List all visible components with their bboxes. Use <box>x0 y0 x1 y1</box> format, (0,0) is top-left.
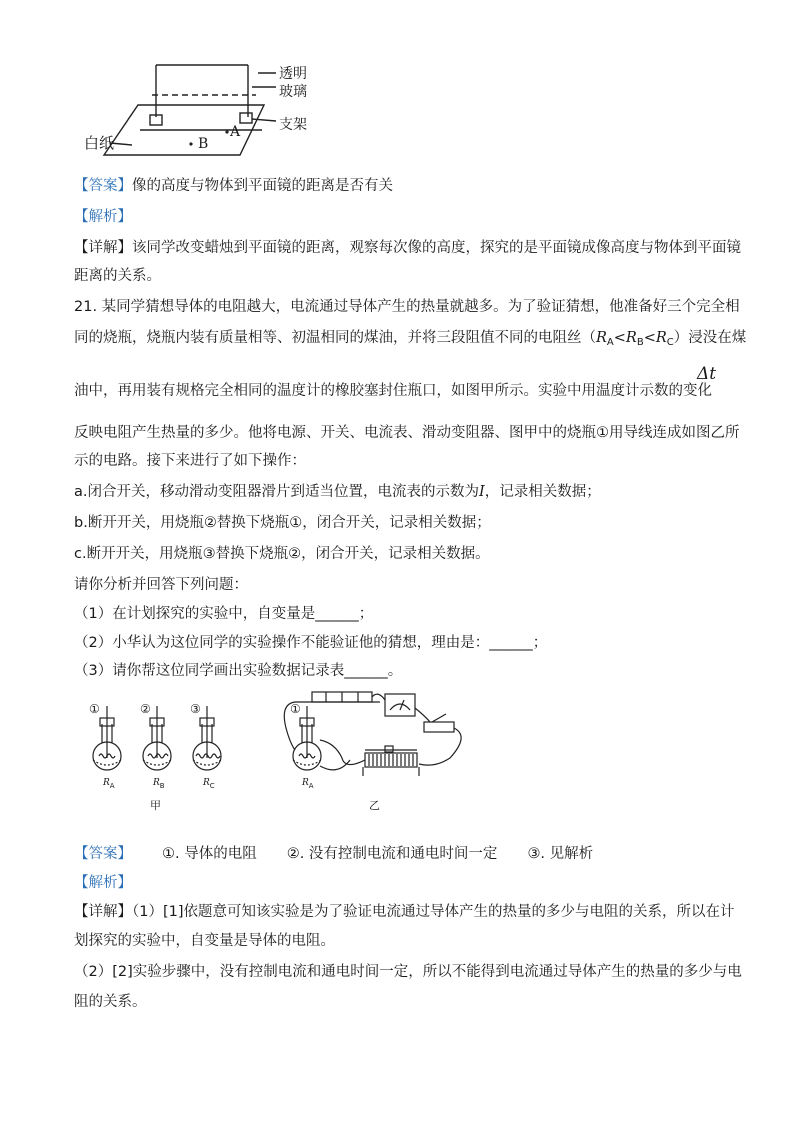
answer21-a1: ①. 导体的电阻 <box>162 846 257 862</box>
rb-label: $R_B$ <box>153 778 165 790</box>
q20-answer <box>74 176 393 196</box>
ra-circuit-label: $R_A$ <box>302 778 314 790</box>
q21-question3: （3）请你帮这位同学画出实验数据记录表______。 <box>74 663 403 679</box>
q21-step-b: b.断开开关，用烧瓶②替换下烧瓶①，闭合开关，记录相关数据； <box>74 515 491 531</box>
q20-detail <box>74 238 741 258</box>
answer21-a2: ②. 没有控制电流和通电时间一定 <box>286 846 498 862</box>
flask-circuit-label: ① <box>290 702 301 716</box>
flask2-label: ② <box>140 702 151 716</box>
label-transparent: 透明 <box>279 66 307 82</box>
q21-analysis-tag: 【解析】 <box>74 875 132 891</box>
q21-detail1-line2: 划探究的实验中，自变量是导体的电阻。 <box>74 933 335 949</box>
q21-line5: 示的电路。接下来进行了如下操作： <box>74 453 306 469</box>
caption-yi: 乙 <box>369 799 380 812</box>
q21-prompt: 请你分析并回答下列问题： <box>74 577 248 593</box>
detail-line1: 该同学改变蜡烛到平面镜的距离，观察每次像的高度，探究的是平面镜成像高度与物体到平面镜 <box>132 240 741 256</box>
q21-step-c: c.断开开关，用烧瓶③替换下烧瓶②，闭合开关，记录相关数据。 <box>74 546 490 562</box>
q21-line3: 油中，再用装有规格完全相同的温度计的橡胶塞封住瓶口，如图甲所示。实验中用温度计示数的变化 <box>74 383 712 399</box>
label-glass: 玻璃 <box>279 84 307 100</box>
step-a-var: I <box>479 484 485 500</box>
ra-label: $R_A$ <box>103 778 115 790</box>
q21-detail1 <box>74 902 735 922</box>
q21-detail2-line2: 阻的关系。 <box>74 994 147 1010</box>
answer-tag: 【答案】 <box>74 178 132 194</box>
label-stand: 支架 <box>279 117 307 133</box>
q20-analysis-tag: 【解析】 <box>74 209 132 225</box>
q21-answer <box>74 844 623 864</box>
delta-t: Δt <box>697 364 717 384</box>
answer-text: 像的高度与物体到平面镜的距离是否有关 <box>132 178 393 194</box>
answer21-a3: ③. 见解析 <box>527 846 594 862</box>
step-a-pre: a.闭合开关，移动滑动变阻器滑片到适当位置，电流表的示数为 <box>74 484 479 500</box>
detail-tag: 【详解】 <box>74 240 132 256</box>
flask3-label: ③ <box>190 702 201 716</box>
rc-label: $R_C$ <box>203 778 215 790</box>
flask1-label: ① <box>89 702 100 716</box>
caption-jia: 甲 <box>150 799 161 812</box>
q21-detail2-line1: （2）[2]实验步骤中，没有控制电流和通电时间一定，所以不能得到电流通过导体产生的热量的多少与电 <box>74 964 742 980</box>
answer21-tag: 【答案】 <box>74 846 132 862</box>
label-point-b: B <box>198 136 209 152</box>
q21-question1: （1）在计划探究的实验中，自变量是______； <box>74 606 374 622</box>
q21-question2: （2）小华认为这位同学的实验操作不能验证他的猜想，理由是：______； <box>74 635 548 651</box>
q21-detail-tag: 【详解】 <box>74 904 132 920</box>
q21-line2: 同的烧瓶，烧瓶内装有质量相等、初温相同的煤油，并将三段阻值不同的电阻丝$(R_A<R_B<R_C)$浸没在煤 <box>74 330 747 348</box>
q21-step-a <box>74 482 601 502</box>
step-a-post: ，记录相关数据； <box>484 484 601 500</box>
q21-line2-post: ）浸没在煤 <box>673 330 747 346</box>
label-paper: 白纸 <box>84 134 115 152</box>
q21-detail1-line1: （1）[1]依题意可知该实验是为了验证电流通过导体产生的热量的多少与电阻的关系，所以在计 <box>132 904 735 920</box>
q21-line4: 反映电阻产生热量的多少。他将电源、开关、电流表、滑动变阻器、图甲中的烧瓶①用导线连成如图乙所 <box>74 425 740 441</box>
q20-detail-line2: 距离的关系。 <box>74 268 161 284</box>
label-point-a: A <box>230 124 241 140</box>
q21-line2-pre: 同的烧瓶，烧瓶内装有质量相等、初温相同的煤油，并将三段阻值不同的电阻丝（ <box>74 330 596 346</box>
q21-line1: 21. 某同学猜想导体的电阻越大，电流通过导体产生的热量就越多。为了验证猜想，他准备好三个完全相 <box>74 299 740 315</box>
